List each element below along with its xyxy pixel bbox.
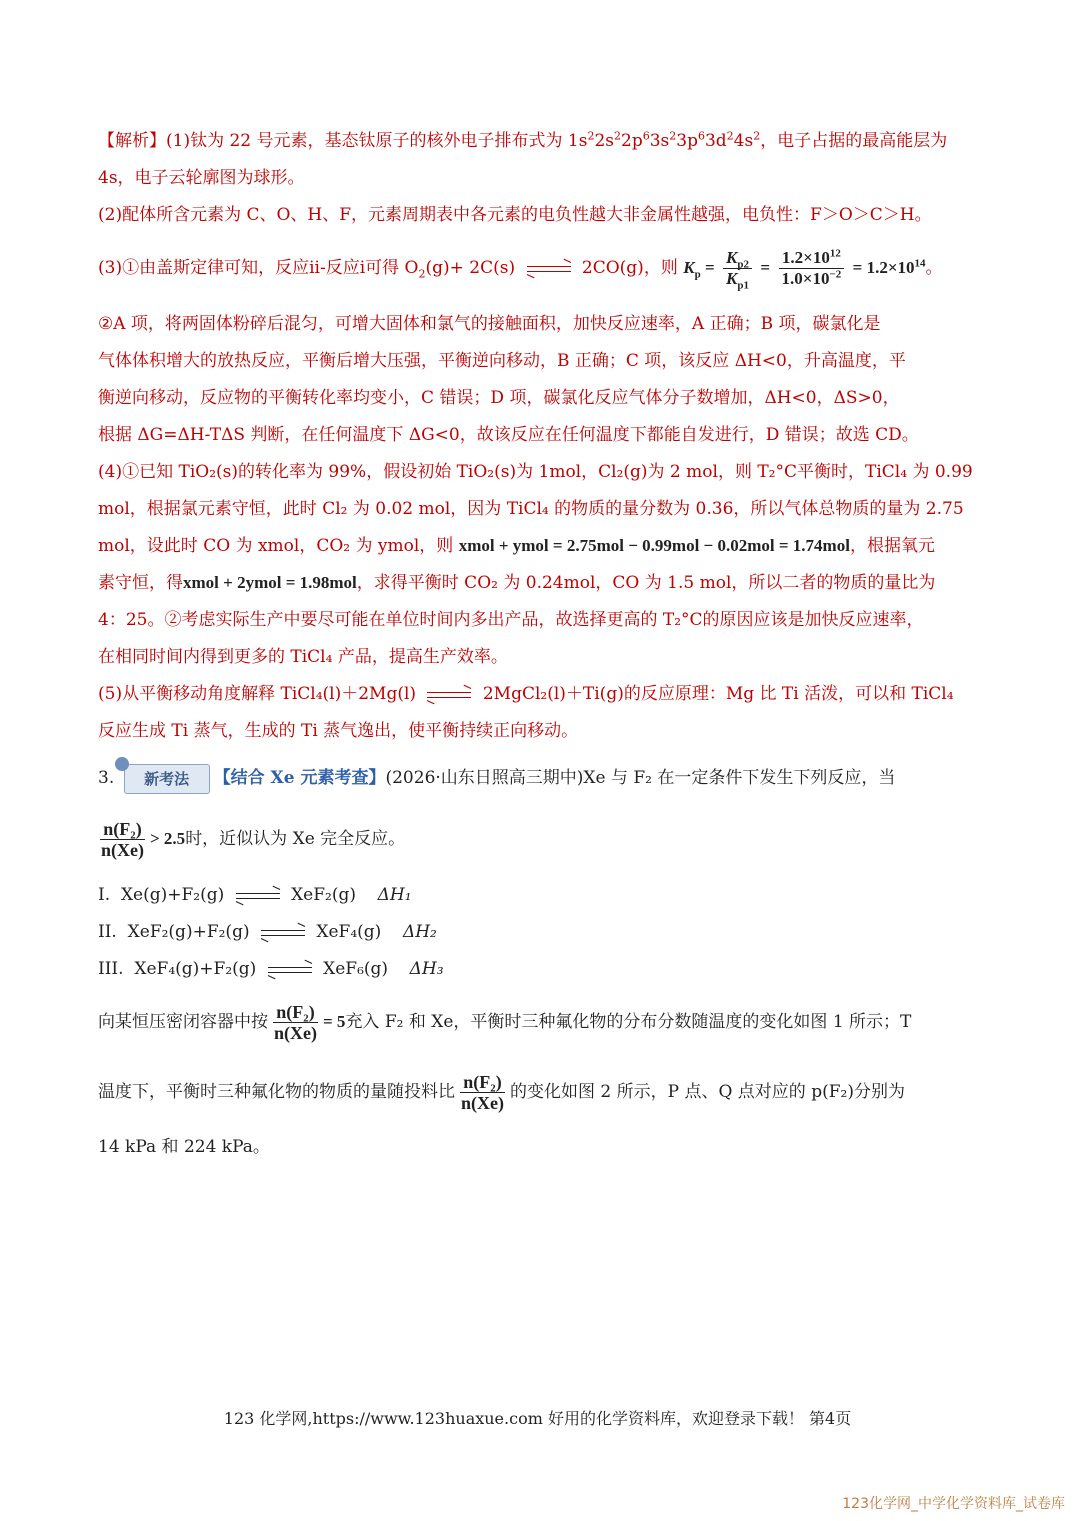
kp1-sub: p1 (737, 279, 750, 292)
analysis-p4-line1: ②A 项，将两固体粉碎后混匀，可增大固体和氯气的接触面积，加快反应速率，A 正确；B 项，碳氯化是 (98, 314, 881, 334)
question-para1 (98, 995, 985, 1049)
feed-ratio-numerator: n(F₂) (460, 1072, 504, 1093)
cfg-orb: 3d (704, 131, 727, 151)
reaction-enthalpy: ΔH₁ (377, 885, 412, 905)
analysis-p4-line3: 衡逆向移动，反应物的平衡转化率均变小，C 错误；D 项，碳氯化反应气体分子数增加，ΔH<0，ΔS>0， (98, 388, 900, 408)
ratio-fraction (98, 819, 147, 860)
equilibrium-arrow-icon (427, 690, 471, 700)
reaction-2 (98, 921, 985, 943)
mass-balance-equation: xmol + ymol = 2.75mol − 0.99mol − 0.02mol = 1.74mol (458, 536, 850, 555)
analysis-p1-b: ，电子占据的最高能层为 (760, 131, 948, 151)
equilibrium-arrow-icon (236, 891, 280, 901)
kp-den-exp: −2 (829, 268, 842, 281)
reaction-left: XeF₂(g)+F₂(g) (127, 922, 250, 942)
cfg-orb: 4s (733, 131, 754, 151)
reaction-enthalpy: ΔH₂ (402, 922, 437, 942)
reaction-1 (98, 884, 985, 906)
cfg-orb: 3s (649, 131, 670, 151)
cfg-orb: 2p (621, 131, 643, 151)
reaction-left: XeF₄(g)+F₂(g) (134, 959, 257, 979)
kp2-symbol: K (726, 248, 738, 267)
analysis-p6-a: (5)从平衡移动角度解释 TiCl₄(l)＋2Mg(l) (98, 684, 417, 704)
ratio-threshold: > 2.5 (150, 829, 186, 848)
analysis-p6-b: 2MgCl₂(l)＋Ti(g)的反应原理：Mg 比 Ti 活泼，可以和 TiCl₄ (482, 684, 954, 704)
condition-text: 时，近似认为 Xe 完全反应。 (185, 829, 406, 849)
analysis-p5-line1: (4)①已知 TiO₂(s)的转化率为 99%，假设初始 TiO₂(s)为 1mol，Cl₂(g)为 2 mol，则 T₂°C平衡时，TiCl₄ 为 0.99 (98, 462, 973, 482)
question-para3: 14 kPa 和 224 kPa。 (98, 1137, 270, 1157)
para2-a: 温度下，平衡时三种氟化物的物质的量随投料比 (98, 1082, 455, 1102)
reaction-enthalpy: ΔH₃ (409, 959, 444, 979)
analysis-p5-line5: 4：25。②考虑实际生产中要尽可能在单位时间内多出产品，故选择更高的 T₂°C的原因应该是加快反应速率， (98, 610, 924, 630)
analysis-p5-line2: mol，根据氯元素守恒，此时 Cl₂ 为 0.02 mol，因为 TiCl₄ 的物质的量分数为 0.36，所以气体总物质的量为 2.75 (98, 499, 964, 519)
kp-value-fraction (779, 248, 845, 289)
analysis-p1-line2: 4s，电子云轮廓图为球形。 (98, 168, 305, 188)
reaction-label: III. (98, 959, 124, 979)
para1-a: 向某恒压密闭容器中按 (98, 1012, 268, 1032)
feed-ratio-numerator: n(F₂) (273, 1002, 317, 1023)
pen-icon (115, 757, 129, 771)
analysis-p4-line4: 根据 ΔG=ΔH-TΔS 判断，在任何温度下 ΔG<0，故该反应在任何温度下都能自发进行，D 错误；故选 CD。 (98, 425, 919, 445)
equilibrium-arrow-icon (527, 264, 571, 274)
analysis-p5-l4-b: ，求得平衡时 CO₂ 为 0.24mol，CO 为 1.5 mol，所以二者的物质的量比为 (356, 573, 936, 593)
question-number: 3. (98, 768, 115, 788)
analysis-p3-b: (g)+ 2C(s) (425, 258, 516, 278)
feed-ratio-denominator: n(Xe) (461, 1093, 504, 1113)
analysis-p1-line1 (98, 130, 985, 152)
question-para2 (98, 1065, 985, 1119)
analysis-p5-l3-a: mol，设此时 CO 为 xmol，CO₂ 为 ymol，则 (98, 536, 454, 556)
kp-sub: p (694, 268, 701, 281)
question-topic: 【结合 Xe 元素考查】 (213, 768, 386, 788)
oxygen-balance-equation: xmol + 2ymol = 1.98mol (183, 573, 357, 592)
kp-den-value: 1.0×10 (781, 269, 830, 288)
analysis-p5-line6: 在相同时间内得到更多的 TiCl₄ 产品，提高生产效率。 (98, 647, 508, 667)
reaction-3 (98, 958, 985, 980)
analysis-p5-line3 (98, 535, 985, 557)
reaction-right: XeF₆(g) (323, 959, 389, 979)
kp-num-exp: 12 (829, 247, 841, 260)
kp-symbol: K (683, 258, 695, 277)
kp-ratio-fraction (723, 248, 752, 292)
analysis-label: 【解析】 (98, 131, 166, 151)
kp-result-value: = 1.2×10 (852, 258, 915, 277)
kp-num-value: 1.2×10 (781, 248, 830, 267)
cfg-exp: 2 (726, 129, 734, 143)
cfg-orb: 3p (676, 131, 698, 151)
page-footer: 123 化学网,https://www.123huaxue.com 好用的化学资料库，欢迎登录下载！ 第4页 (223, 1409, 852, 1428)
analysis-p3-a: (3)①由盖斯定律可知，反应ii-反应i可得 O (98, 258, 419, 278)
reaction-label: I. (98, 885, 111, 905)
new-exam-method-badge (124, 764, 210, 794)
kp-expression: $K_p$ = (683, 258, 715, 281)
analysis-p4-line2: 气体体积增大的放热反应，平衡后增大压强，平衡逆向移动，B 正确；C 项，该反应 ΔH<0，升高温度，平 (98, 351, 906, 371)
feed-ratio-fraction-2 (458, 1072, 507, 1113)
cfg-orb: 2s (594, 131, 615, 151)
kp-result-exp: 14 (914, 257, 926, 270)
feed-ratio-denominator: n(Xe) (274, 1023, 317, 1043)
analysis-p3-c: 2CO(g)，则 (581, 258, 678, 278)
analysis-p5-line4 (98, 572, 985, 594)
cfg-exp: 2 (669, 129, 677, 143)
kp2-sub: p2 (737, 258, 750, 271)
ratio-denominator: n(Xe) (101, 840, 144, 860)
analysis-p6-line2: 反应生成 Ti 蒸气，生成的 Ti 蒸气逸出，使平衡持续正向移动。 (98, 721, 579, 741)
cfg-exp: 6 (642, 129, 650, 143)
kp1-symbol: K (726, 269, 738, 288)
feed-ratio-value: = 5 (323, 1012, 346, 1031)
analysis-p2: (2)配体所含元素为 C、O、H、F，元素周期表中各元素的电负性越大非金属性越强，电负性：F＞O＞C＞H。 (98, 205, 932, 225)
analysis-p5-l3-b: ，根据氧元 (849, 536, 935, 556)
cfg-exp: 2 (587, 129, 595, 143)
reaction-label: II. (98, 922, 117, 942)
analysis-p6-line1 (98, 683, 985, 705)
site-watermark: 123化学网_中学化学资料库_试卷库 (842, 1496, 1065, 1512)
question-condition (98, 812, 985, 866)
ratio-numerator: n(F₂) (100, 819, 144, 840)
reaction-right: XeF₂(g) (291, 885, 356, 905)
analysis-p3-end: 。 (925, 258, 943, 278)
cfg-exp: 6 (697, 129, 705, 143)
cfg-exp: 2 (753, 129, 761, 143)
reaction-left: Xe(g)+F₂(g) (120, 885, 225, 905)
question-header (98, 762, 985, 794)
equilibrium-arrow-icon (268, 965, 312, 975)
para1-b: 充入 F₂ 和 Xe，平衡时三种氟化物的分布分数随温度的变化如图 1 所示；T (345, 1012, 912, 1032)
badge-label: 新考法 (144, 769, 190, 788)
reaction-right: XeF₄(g) (316, 922, 382, 942)
analysis-p1-a: (1)钛为 22 号元素，基态钛原子的核外电子排布式为 1s (166, 131, 588, 151)
feed-ratio-fraction (271, 1002, 320, 1043)
analysis-p5-l4-a: 素守恒，得 (98, 573, 183, 593)
para2-b: 的变化如图 2 所示，P 点、Q 点对应的 p(F₂)分别为 (510, 1082, 905, 1102)
analysis-p3: (3)①由盖斯定律可知，反应ii-反应i可得 $O_2(g)+ 2C(s)$ 2CO(g)，则 $K_p$ = $\frac{K_{p2}}{K_{p1}}$ = $\frac{1.2\times 10^{12}}{1.0\times 10^{-2}}$ = $1.2\times 10^{14}$。 (98, 247, 943, 292)
question-intro: (2026·山东日照高三期中)Xe 与 F₂ 在一定条件下发生下列反应，当 (385, 768, 896, 788)
cfg-exp: 2 (614, 129, 622, 143)
equilibrium-arrow-icon (261, 928, 305, 938)
kp-result (853, 258, 926, 277)
